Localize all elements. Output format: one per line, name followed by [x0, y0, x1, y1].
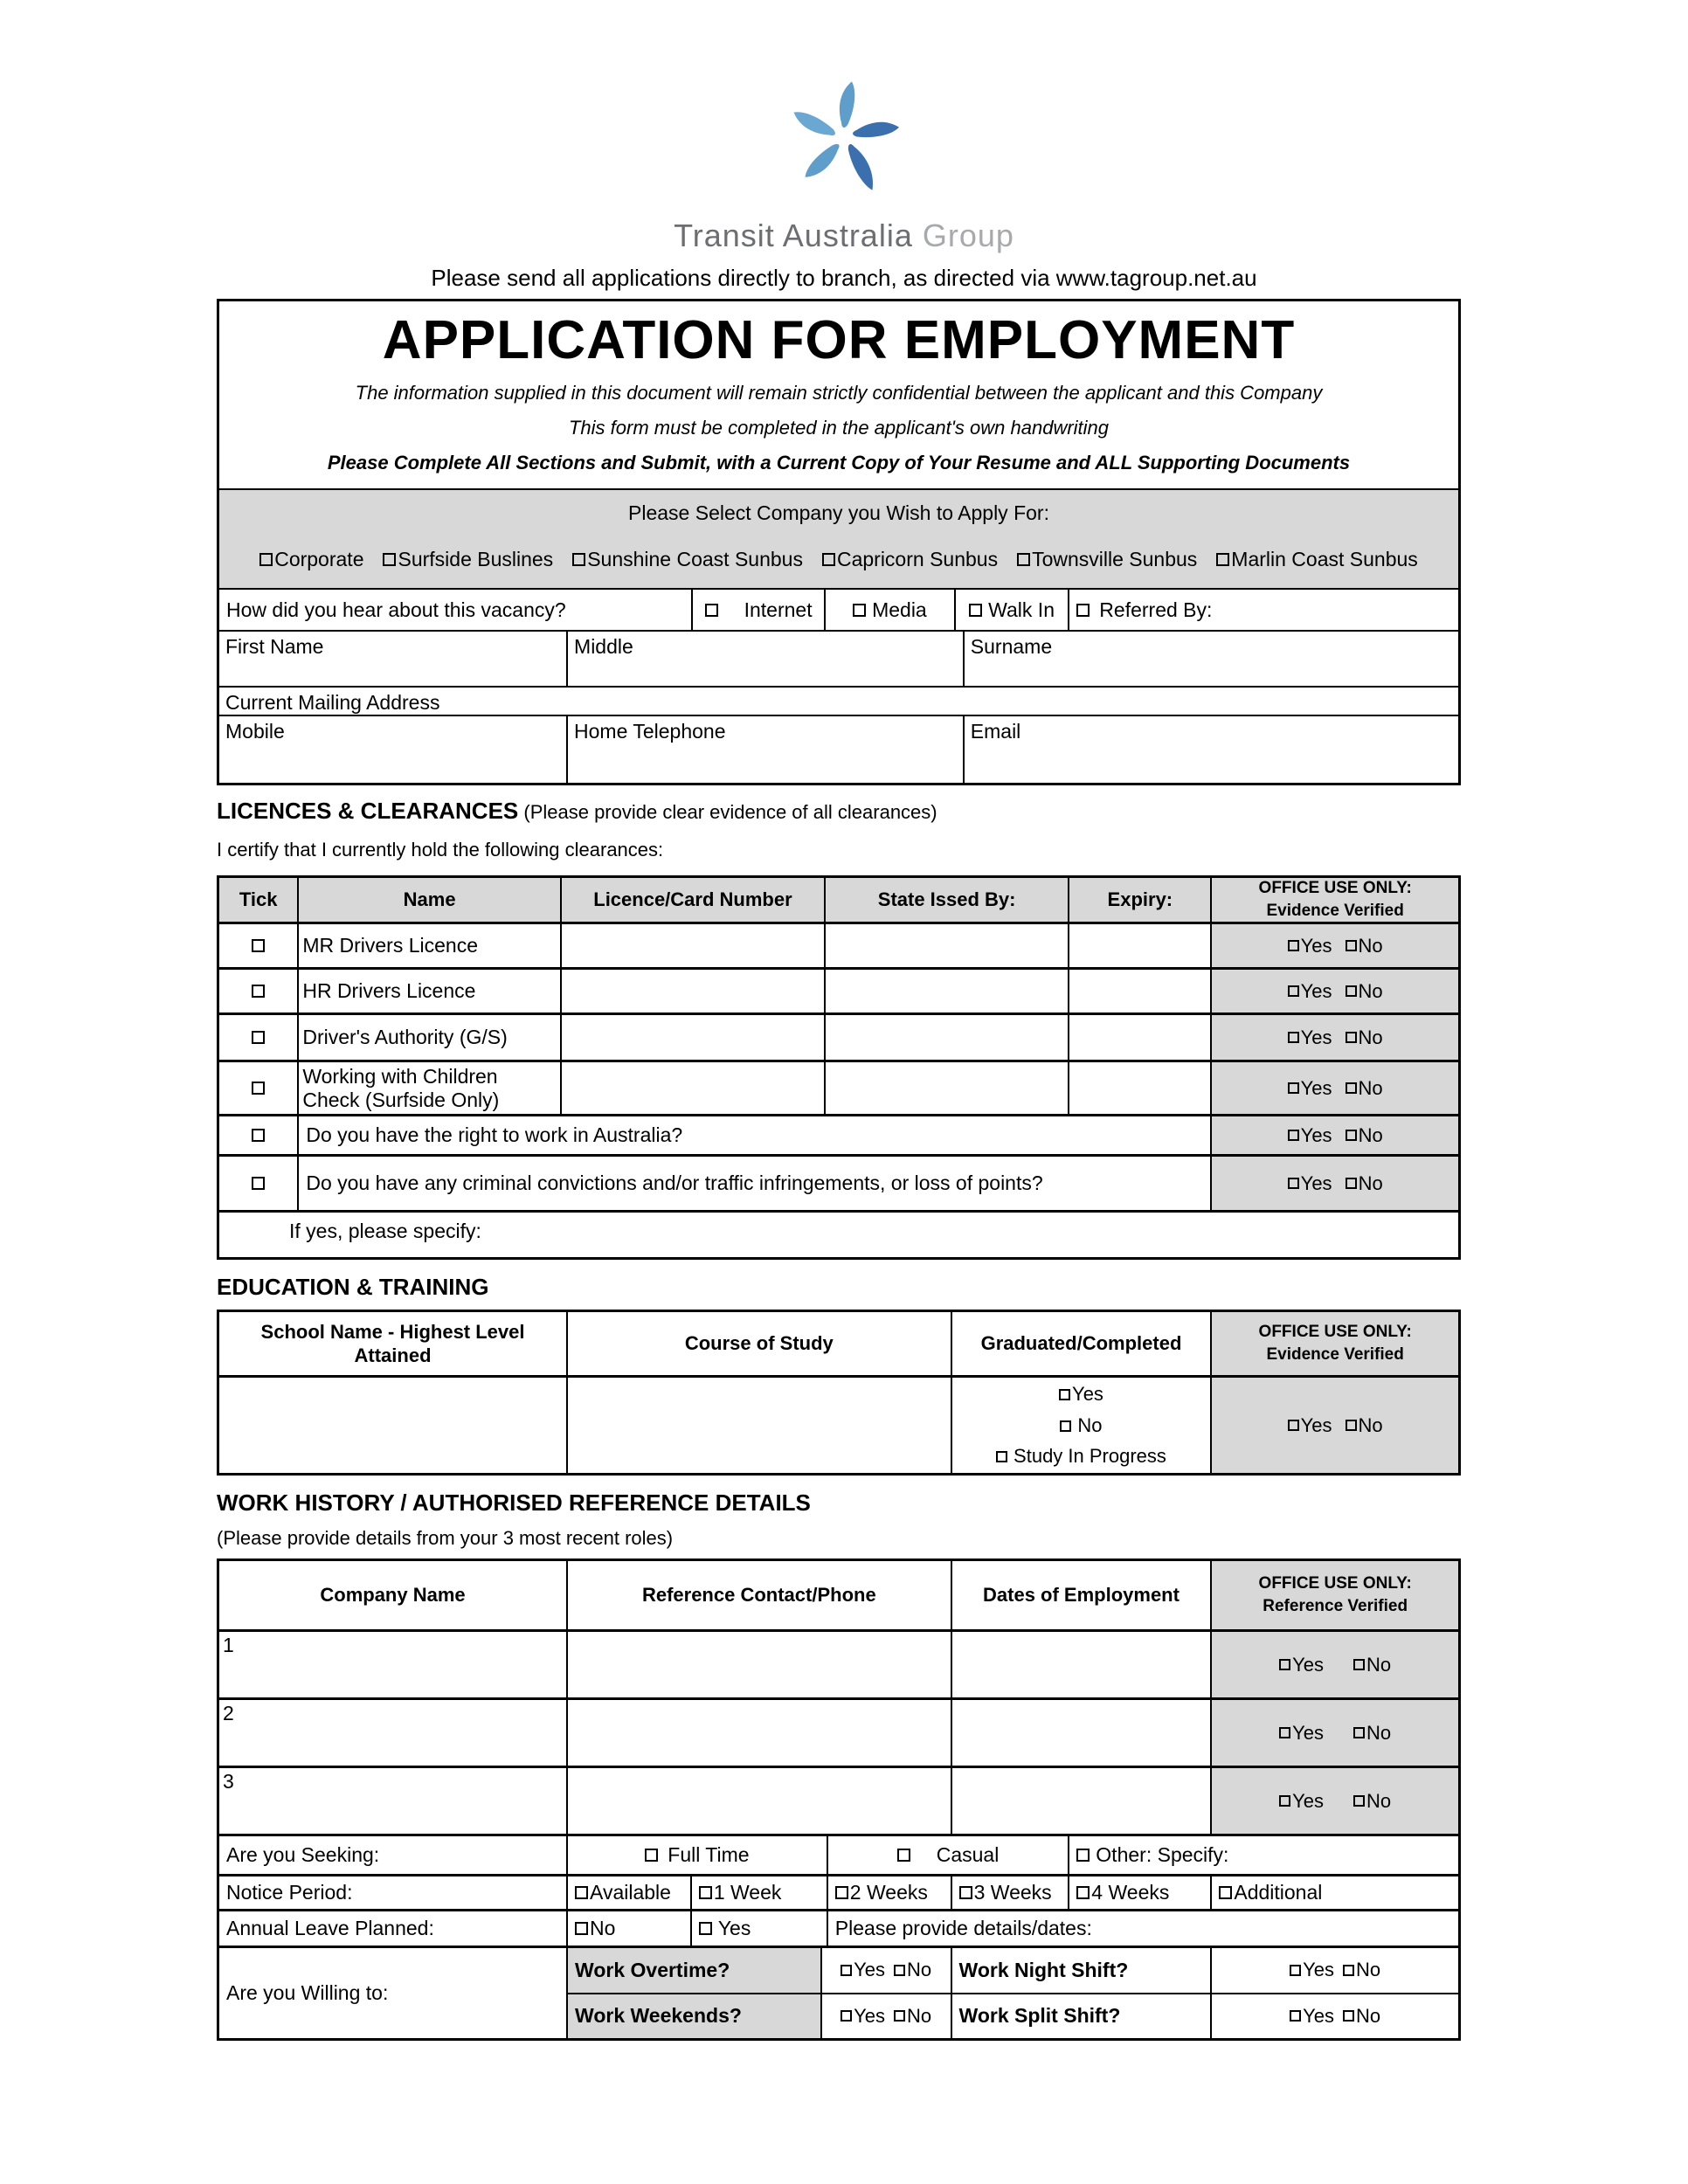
notice-period-row: [219, 1874, 1458, 1909]
checkbox-icon: [1346, 1420, 1357, 1431]
no-option[interactable]: No: [1353, 1790, 1391, 1813]
checkbox-icon: [575, 1886, 588, 1899]
company-select-prompt: Please Select Company you Wish to Apply For:: [628, 501, 1049, 524]
company-name-field[interactable]: 3: [223, 1770, 234, 1793]
no-option[interactable]: No: [1353, 1722, 1391, 1745]
evidence-verified-cell: [1210, 1062, 1458, 1114]
yes-option[interactable]: Yes: [1290, 1959, 1334, 1981]
checkbox-icon: [575, 1922, 588, 1935]
col-licence-number: Licence/Card Number: [560, 878, 824, 922]
checkbox-icon: [1288, 1082, 1299, 1094]
checkbox-icon: [705, 604, 718, 617]
notice-2-weeks-option[interactable]: 2 Weeks: [835, 1881, 928, 1904]
study-in-progress-option[interactable]: Study In Progress: [996, 1445, 1166, 1468]
expiry-field[interactable]: [1068, 1015, 1210, 1060]
graduated-no-option[interactable]: No: [1060, 1414, 1102, 1437]
yes-option[interactable]: Yes: [1288, 1414, 1332, 1437]
work-night-shift-label: Work Night Shift?: [951, 1948, 1211, 1993]
expiry-field[interactable]: [1068, 970, 1210, 1013]
checkbox-icon: [699, 1922, 712, 1935]
licences-heading: LICENCES & CLEARANCES: [217, 798, 519, 824]
seeking-other-cell[interactable]: [1068, 1836, 1458, 1874]
vacancy-source-question: How did you hear about this vacancy?: [226, 598, 566, 621]
yes-option[interactable]: Yes: [1279, 1654, 1324, 1676]
licences-header-row: [219, 878, 1458, 922]
licences-table: [217, 875, 1461, 1260]
right-to-work-question: Do you have the right to work in Australia?: [297, 1116, 1210, 1154]
graduated-yes-option[interactable]: Yes: [1059, 1383, 1103, 1406]
company-option-corporate[interactable]: Corporate: [259, 548, 363, 571]
checkbox-icon: [1353, 1659, 1365, 1670]
checkbox-icon: [1288, 985, 1299, 997]
yes-option[interactable]: Yes: [1279, 1790, 1324, 1813]
work-history-table: [217, 1559, 1461, 2041]
vacancy-option-referred-by-cell[interactable]: [1068, 590, 1458, 630]
col-state-issued: State Issed By:: [824, 878, 1068, 922]
notice-available-cell: [566, 1876, 690, 1909]
checkbox-icon: [841, 1965, 852, 1976]
work-history-heading: WORK HISTORY / AUTHORISED REFERENCE DETAILS: [217, 1489, 811, 1516]
tick-cell: [219, 1062, 297, 1114]
graduated-options-cell: [951, 1378, 1211, 1473]
contact-row: [219, 715, 1458, 783]
form-title: APPLICATION FOR EMPLOYMENT: [382, 310, 1296, 370]
leave-no-option[interactable]: No: [575, 1917, 615, 1940]
work-history-header-row: [219, 1561, 1458, 1629]
work-history-note: (Please provide details from your 3 most recent roles): [217, 1527, 674, 1549]
education-heading: EDUCATION & TRAINING: [217, 1274, 489, 1300]
form-header-box: [217, 299, 1461, 785]
vacancy-source-row: [219, 588, 1458, 630]
yes-option[interactable]: Yes: [1288, 1172, 1332, 1195]
licence-number-field[interactable]: [560, 970, 824, 1013]
checkbox-icon: [1346, 1178, 1357, 1189]
checkbox-icon: [1346, 1082, 1357, 1094]
starfish-logo-icon: [788, 65, 900, 211]
no-option[interactable]: No: [1343, 1959, 1380, 1981]
reference-verified-cell: [1210, 1632, 1458, 1697]
col-name: Name: [297, 878, 560, 922]
licence-row-drivers-authority: [219, 1013, 1458, 1060]
checkbox-icon: [1279, 1795, 1290, 1807]
checkbox-icon: [1076, 1849, 1090, 1862]
checkbox-icon: [1343, 2010, 1354, 2022]
leave-details-field[interactable]: Please provide details/dates:: [827, 1911, 1458, 1946]
notice-1-week-option[interactable]: 1 Week: [699, 1881, 782, 1904]
willing-row-1: [566, 1948, 1458, 1994]
checkbox-icon: [1343, 1965, 1354, 1976]
tick-checkbox[interactable]: [252, 1177, 265, 1190]
evidence-verified-cell: [1210, 970, 1458, 1013]
checkbox-icon: [853, 604, 866, 617]
expiry-field[interactable]: [1068, 1062, 1210, 1114]
checkbox-icon: [996, 1451, 1007, 1462]
right-to-work-row: [219, 1114, 1458, 1154]
tick-cell: [219, 924, 297, 967]
checkbox-icon: [1216, 553, 1229, 566]
overtime-yes-no-cell: [820, 1948, 951, 1993]
checkbox-icon: [835, 1886, 848, 1899]
checkbox-icon: [1353, 1795, 1365, 1807]
no-option[interactable]: No: [1353, 1654, 1391, 1676]
notice-4-weeks-option[interactable]: 4 Weeks: [1076, 1881, 1169, 1904]
yes-option[interactable]: Yes: [1290, 2005, 1334, 2028]
company-option-surfside-buslines[interactable]: Surfside Buslines: [383, 548, 553, 571]
no-option[interactable]: No: [1346, 1124, 1383, 1147]
checkbox-icon: [822, 553, 835, 566]
title-block: [219, 301, 1458, 488]
notice-additional-option[interactable]: Additional: [1219, 1881, 1322, 1904]
company-name-field[interactable]: 1: [223, 1634, 234, 1656]
seeking-casual-cell: [827, 1836, 1069, 1874]
state-issued-field[interactable]: [824, 1062, 1068, 1114]
surname-field[interactable]: Surname: [963, 632, 1458, 686]
no-option[interactable]: No: [1346, 1026, 1383, 1049]
seeking-row: [219, 1834, 1458, 1874]
annual-leave-label: Annual Leave Planned:: [226, 1917, 434, 1939]
company-option-marlin-coast-sunbus[interactable]: Marlin Coast Sunbus: [1216, 548, 1418, 571]
checkbox-icon: [1346, 940, 1357, 951]
licence-name: Working with Children Check (Surfside Only): [297, 1062, 560, 1114]
checkbox-icon: [1346, 985, 1357, 997]
work-history-row-2: [219, 1697, 1458, 1766]
no-option[interactable]: No: [894, 1959, 931, 1981]
notice-period-label: Notice Period:: [226, 1881, 353, 1904]
licence-row-hr: [219, 967, 1458, 1013]
checkbox-icon: [1279, 1727, 1290, 1738]
logo-block: [0, 0, 1688, 254]
work-history-row-3: [219, 1766, 1458, 1834]
checkbox-icon: [1076, 1886, 1090, 1899]
education-table: [217, 1310, 1461, 1476]
company-select-section: [219, 488, 1458, 588]
yes-option[interactable]: Yes: [841, 1959, 885, 1981]
notice-additional-cell: [1210, 1876, 1458, 1909]
reference-contact-field[interactable]: [566, 1700, 951, 1766]
checkbox-icon: [894, 2010, 905, 2022]
first-name-field[interactable]: First Name: [225, 635, 324, 658]
licence-number-field[interactable]: [560, 924, 824, 967]
send-instruction: Please send all applications directly to branch, as directed via www.tagroup.net.au: [431, 265, 1257, 291]
licence-number-field[interactable]: [560, 1062, 824, 1114]
col-dates-of-employment: Dates of Employment: [951, 1561, 1211, 1629]
vacancy-option-media[interactable]: Media: [853, 598, 927, 622]
no-option[interactable]: No: [1346, 935, 1383, 957]
if-yes-specify-row: [219, 1210, 1458, 1257]
company-name-field[interactable]: 2: [223, 1702, 234, 1724]
checkbox-icon: [572, 553, 585, 566]
criminal-convictions-row: [219, 1154, 1458, 1210]
no-option[interactable]: No: [1343, 2005, 1380, 2028]
vacancy-option-internet[interactable]: Internet: [705, 598, 813, 622]
work-overtime-label: Work Overtime?: [566, 1948, 820, 1993]
col-office-use: OFFICE USE ONLY: Evidence Verified: [1210, 1312, 1458, 1375]
evidence-verified-cell: [1210, 924, 1458, 967]
col-school-name: School Name - Highest Level Attained: [260, 1320, 525, 1366]
reference-contact-field[interactable]: [566, 1768, 951, 1834]
logo-text-secondary: Group: [922, 218, 1014, 253]
checkbox-icon: [1288, 1032, 1299, 1043]
state-issued-field[interactable]: [824, 1015, 1068, 1060]
tick-cell: [219, 970, 297, 1013]
annual-leave-row: [219, 1909, 1458, 1946]
checkbox-icon: [259, 553, 273, 566]
checkbox-icon: [1017, 553, 1030, 566]
willing-rows: [219, 1946, 1458, 2038]
checkbox-icon: [1288, 1420, 1299, 1431]
evidence-verified-cell: [1210, 1116, 1458, 1154]
yes-option[interactable]: Yes: [1288, 1077, 1332, 1100]
company-option-townsville-sunbus[interactable]: Townsville Sunbus: [1017, 548, 1197, 571]
no-option[interactable]: No: [894, 2005, 931, 2028]
checkbox-icon: [969, 604, 982, 617]
licences-heading-note: (Please provide clear evidence of all clearances): [518, 801, 937, 823]
evidence-verified-cell: [1210, 1157, 1458, 1210]
education-header-row: [219, 1312, 1458, 1375]
yes-option[interactable]: Yes: [1288, 980, 1332, 1003]
evidence-verified-cell: [1210, 1015, 1458, 1060]
work-weekends-label: Work Weekends?: [566, 1994, 820, 2039]
checkbox-icon: [383, 553, 396, 566]
reference-contact-field[interactable]: [566, 1632, 951, 1697]
seeking-label: Are you Seeking:: [226, 1843, 380, 1866]
mobile-field[interactable]: Mobile: [225, 720, 285, 743]
checkbox-icon: [1076, 604, 1090, 617]
no-option[interactable]: No: [1346, 1172, 1383, 1195]
col-office-use: OFFICE USE ONLY: Reference Verified: [1210, 1561, 1458, 1629]
middle-name-field[interactable]: Middle: [566, 632, 963, 686]
checkbox-icon: [645, 1849, 658, 1862]
checkbox-icon: [1288, 1178, 1299, 1189]
tick-cell: [219, 1015, 297, 1060]
reference-verified-cell: [1210, 1700, 1458, 1766]
checkbox-icon: [1060, 1420, 1071, 1432]
logo-text-primary: Transit Australia: [674, 218, 913, 253]
school-name-field[interactable]: [219, 1378, 566, 1473]
licence-name: HR Drivers Licence: [297, 970, 560, 1013]
company-options: [219, 548, 1458, 571]
licence-number-field[interactable]: [560, 1015, 824, 1060]
work-history-row-1: [219, 1629, 1458, 1697]
notice-2-weeks-cell: [827, 1876, 951, 1909]
tick-checkbox[interactable]: [252, 1031, 265, 1044]
checkbox-icon: [959, 1886, 972, 1899]
checkbox-icon: [1290, 1965, 1301, 1976]
criminal-convictions-question: Do you have any criminal convictions and/or traffic infringements, or loss of points?: [297, 1157, 1210, 1210]
col-tick: Tick: [239, 888, 278, 911]
licence-name: Driver's Authority (G/S): [297, 1015, 560, 1060]
no-option[interactable]: No: [1346, 980, 1383, 1003]
yes-option[interactable]: Yes: [1288, 1026, 1332, 1049]
reference-verified-cell: [1210, 1768, 1458, 1834]
evidence-verified-cell: [1210, 1378, 1458, 1473]
yes-option[interactable]: Yes: [1279, 1722, 1324, 1745]
education-body-row: [219, 1375, 1458, 1473]
vacancy-option-referred-by[interactable]: Referred By:: [1076, 598, 1212, 622]
vacancy-option-walk-in[interactable]: Walk In: [969, 598, 1055, 622]
seeking-full-time-option[interactable]: Full Time: [645, 1843, 749, 1867]
address-row: [219, 686, 1458, 715]
company-option-capricorn-sunbus[interactable]: Capricorn Sunbus: [822, 548, 998, 571]
handwriting-note: This form must be completed in the applicant's own handwriting: [568, 417, 1110, 439]
no-option[interactable]: No: [1346, 1414, 1383, 1437]
state-issued-field[interactable]: [824, 970, 1068, 1013]
expiry-field[interactable]: [1068, 924, 1210, 967]
tick-cell: [219, 1116, 297, 1154]
yes-option[interactable]: Yes: [841, 2005, 885, 2028]
seeking-other-option[interactable]: Other: Specify:: [1076, 1843, 1228, 1867]
tick-checkbox[interactable]: [252, 1082, 265, 1095]
checkbox-icon: [1290, 2010, 1301, 2022]
col-graduated: Graduated/Completed: [951, 1312, 1211, 1375]
willing-row-2: [566, 1994, 1458, 2039]
split-shift-yes-no-cell: [1210, 1994, 1458, 2039]
name-row: [219, 630, 1458, 686]
no-option[interactable]: No: [1346, 1077, 1383, 1100]
willing-label: Are you Willing to:: [226, 1981, 389, 2004]
tick-checkbox[interactable]: [252, 939, 265, 952]
yes-option[interactable]: Yes: [1288, 1124, 1332, 1147]
dates-of-employment-field[interactable]: [951, 1700, 1211, 1766]
tick-checkbox[interactable]: [252, 1129, 265, 1142]
certify-line: I certify that I currently hold the following clearances:: [217, 839, 664, 860]
checkbox-icon: [841, 2010, 852, 2022]
licences-heading-line: [217, 798, 1461, 825]
home-telephone-field[interactable]: Home Telephone: [566, 716, 963, 783]
if-yes-specify-field[interactable]: If yes, please specify:: [289, 1220, 481, 1242]
checkbox-icon: [897, 1849, 910, 1862]
col-expiry: Expiry:: [1068, 878, 1210, 922]
checkbox-icon: [1346, 1032, 1357, 1043]
logo-wordmark: [0, 218, 1688, 254]
weekends-yes-no-cell: [820, 1994, 951, 2039]
seeking-full-time-cell: [566, 1836, 827, 1874]
email-field[interactable]: Email: [963, 716, 1458, 783]
tick-cell: [219, 1157, 297, 1210]
leave-yes-option[interactable]: Yes: [699, 1917, 751, 1940]
notice-available-option[interactable]: Available: [575, 1881, 671, 1904]
confidentiality-note: The information supplied in this document will remain strictly confidential between the applicant and this Company: [355, 382, 1323, 404]
checkbox-icon: [1288, 940, 1299, 951]
notice-3-weeks-cell: [951, 1876, 1069, 1909]
checkbox-icon: [1346, 1130, 1357, 1141]
course-of-study-field[interactable]: [566, 1378, 951, 1473]
col-reference-contact: Reference Contact/Phone: [566, 1561, 951, 1629]
work-split-shift-label: Work Split Shift?: [951, 1994, 1211, 2039]
tick-checkbox[interactable]: [252, 985, 265, 998]
checkbox-icon: [1288, 1130, 1299, 1141]
checkbox-icon: [1279, 1659, 1290, 1670]
notice-4-weeks-cell: [1068, 1876, 1210, 1909]
vacancy-option-media-cell: [824, 590, 954, 630]
notice-3-weeks-option[interactable]: 3 Weeks: [959, 1881, 1052, 1904]
checkbox-icon: [699, 1886, 712, 1899]
night-shift-yes-no-cell: [1210, 1948, 1458, 1993]
vacancy-option-walk-in-cell: [954, 590, 1068, 630]
licence-row-mr: [219, 922, 1458, 967]
col-office-use: OFFICE USE ONLY: Evidence Verified: [1210, 878, 1458, 922]
notice-1-week-cell: [690, 1876, 827, 1909]
checkbox-icon: [1219, 1886, 1232, 1899]
checkbox-icon: [1353, 1727, 1365, 1738]
licence-name: MR Drivers Licence: [297, 924, 560, 967]
checkbox-icon: [894, 1965, 905, 1976]
dates-of-employment-field[interactable]: [951, 1768, 1211, 1834]
complete-sections-note: Please Complete All Sections and Submit, with a Current Copy of Your Resume and ALL Supporting Documents: [327, 452, 1351, 473]
col-course-of-study: Course of Study: [566, 1312, 951, 1375]
dates-of-employment-field[interactable]: [951, 1632, 1211, 1697]
yes-option[interactable]: Yes: [1288, 935, 1332, 957]
col-company-name: Company Name: [320, 1584, 466, 1607]
checkbox-icon: [1059, 1389, 1070, 1400]
vacancy-option-internet-cell: [691, 590, 824, 630]
seeking-casual-option[interactable]: Casual: [897, 1843, 1000, 1867]
licence-row-working-with-children: [219, 1060, 1458, 1114]
state-issued-field[interactable]: [824, 924, 1068, 967]
mailing-address-field[interactable]: Current Mailing Address: [225, 691, 440, 714]
leave-yes-cell: [690, 1911, 827, 1946]
leave-no-cell: [566, 1911, 690, 1946]
company-option-sunshine-coast-sunbus[interactable]: Sunshine Coast Sunbus: [572, 548, 803, 571]
